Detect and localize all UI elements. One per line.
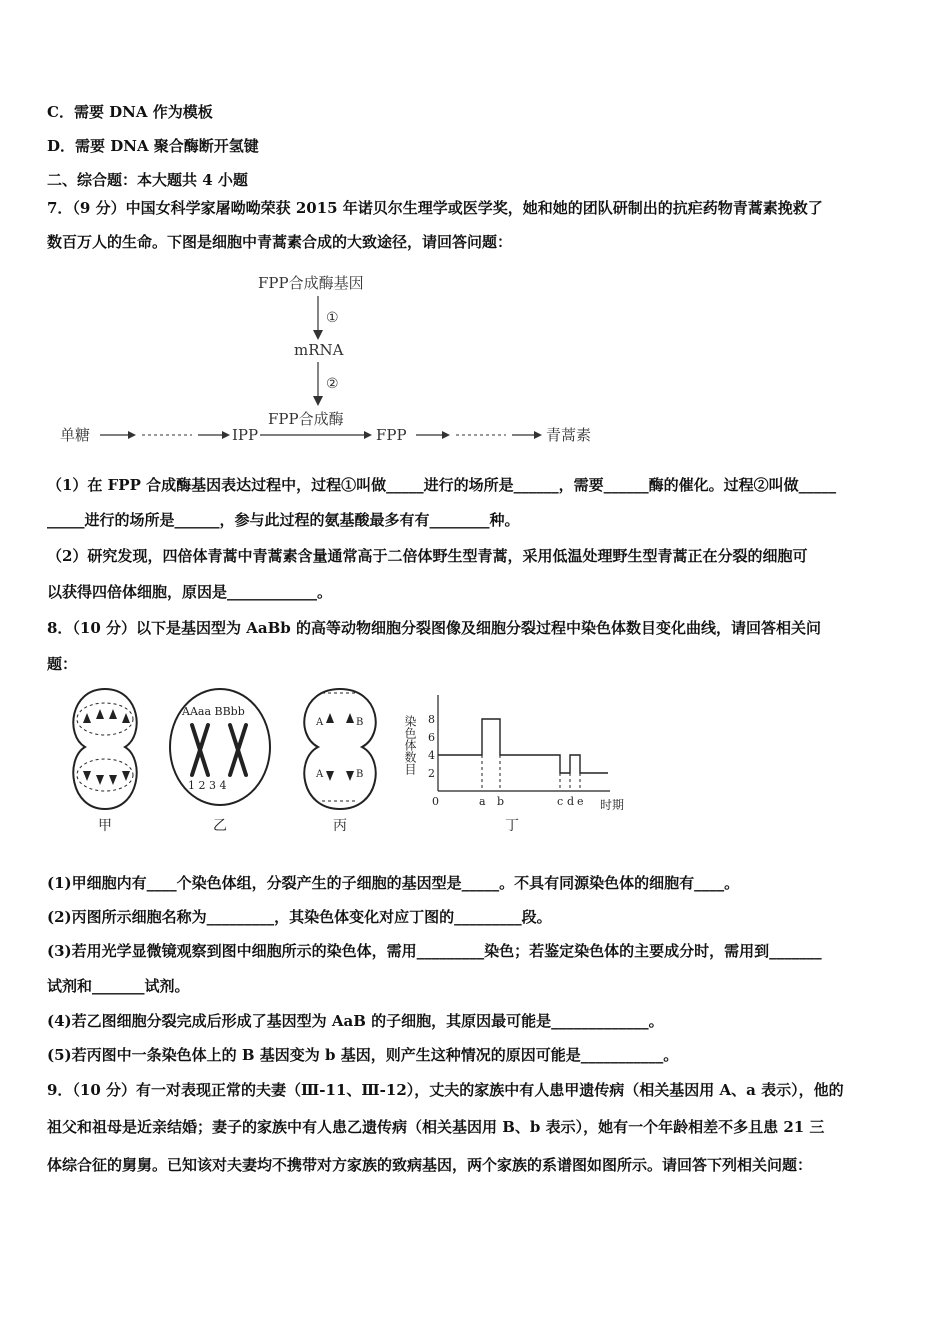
chart-x-e: e: [577, 795, 584, 808]
step-1-label: ①: [326, 310, 339, 326]
chart-origin: 0: [432, 795, 439, 808]
chart-ylabel: 染色体数目: [403, 715, 417, 775]
chart-ytick-4: 4: [428, 749, 435, 762]
label-bing: 丙: [333, 818, 347, 834]
sugar-label: 单糖: [60, 426, 91, 444]
bing-gene-a2: A: [316, 769, 324, 780]
label-yi: 乙: [213, 818, 227, 834]
q8-sub4: (4)若乙图细胞分裂完成后形成了基因型为 AaB 的子细胞，其原因最可能是_____________。: [47, 1012, 664, 1030]
q8-stem-line1: 8．（10 分）以下是基因型为 AaBb 的高等动物细胞分裂图像及细胞分裂过程中染色体数目变化曲线，请回答相关问: [47, 619, 822, 637]
q8-sub1: (1)甲细胞内有____个染色体组，分裂产生的子细胞的基因型是_____。不具有同源染色体的细胞有____。: [47, 874, 740, 892]
chromosome-count-chart: [403, 695, 624, 834]
q7-part2-line1: （2）研究发现，四倍体青蒿中青蒿素含量通常高于二倍体野生型青蒿，采用低温处理野生型青蒿正在分裂的细胞可: [47, 547, 808, 565]
option-c: C．需要 DNA 作为模板: [47, 103, 213, 121]
bing-gene-a1: A: [316, 717, 324, 728]
chart-ytick-8: 8: [428, 713, 435, 726]
q7-part1-line2: _____进行的场所是______，参与此过程的氨基酸最多有有________种。: [47, 511, 520, 529]
gene-label: FPP合成酶基因: [258, 274, 364, 292]
q7-part1-line1: （1）在 FPP 合成酶基因表达过程中，过程①叫做_____进行的场所是______，需要______酶的催化。过程②叫做_____: [47, 476, 837, 494]
bing-gene-b2: B: [356, 769, 364, 780]
q9-stem-line1: 9．（10 分）有一对表现正常的夫妻（Ⅲ-11、Ⅲ-12），丈夫的家族中有人患甲遗传病（相关基因用 A、a 表示），他的: [47, 1081, 844, 1099]
bing-gene-b1: B: [356, 717, 364, 728]
label-ding: 丁: [505, 818, 519, 834]
yi-top-genes: AAaa BBbb: [182, 705, 245, 718]
q8-sub2: (2)丙图所示细胞名称为_________，其染色体变化对应丁图的_________段。: [47, 908, 552, 926]
enzyme-label: FPP合成酶: [268, 410, 344, 428]
cell-division-figures: [60, 685, 660, 835]
cell-bing: [304, 689, 375, 809]
q9-stem-line3: 体综合征的舅舅。已知该对夫妻均不携带对方家族的致病基因，两个家族的系谱图如图所示。请回答下列相关问题：: [47, 1156, 813, 1174]
q8-sub3-line1: (3)若用光学显微镜观察到图中细胞所示的染色体，需用_________染色；若鉴定染色体的主要成分时，需用到_______: [47, 942, 822, 960]
q7-stem-line2: 数百万人的生命。下图是细胞中青蒿素合成的大致途径，请回答问题：: [47, 233, 513, 251]
step-2-label: ②: [326, 376, 339, 392]
chart-x-b: b: [497, 795, 505, 808]
cell-jia: [73, 689, 136, 809]
q8-stem-line2: 题：: [47, 655, 78, 673]
section-heading: 二、综合题：本大题共 4 小题: [47, 171, 248, 189]
q9-stem-line2: 祖父和祖母是近亲结婚；妻子的家族中有人患乙遗传病（相关基因用 B、b 表示），她有一个年龄相差不多且患 21 三: [47, 1118, 825, 1136]
chart-ytick-2: 2: [428, 767, 435, 780]
chart-ytick-6: 6: [428, 731, 435, 744]
synthesis-pathway-diagram: [60, 270, 620, 450]
chart-x-a: a: [479, 795, 486, 808]
q8-sub3-line2: 试剂和_______试剂。: [47, 977, 190, 995]
q8-sub5: (5)若丙图中一条染色体上的 B 基因变为 b 基因，则产生这种情况的原因可能是___________。: [47, 1046, 679, 1064]
label-jia: 甲: [98, 818, 112, 834]
fpp-label: FPP: [376, 426, 407, 444]
product-label: 青蒿素: [546, 426, 592, 444]
chart-xlabel: 时期: [600, 798, 625, 812]
q7-part2-line2: 以获得四倍体细胞，原因是____________。: [47, 583, 333, 601]
yi-numbers: 1 2 3 4: [188, 779, 227, 792]
chart-x-d: d: [567, 795, 575, 808]
chart-x-c: c: [557, 795, 564, 808]
option-d: D．需要 DNA 聚合酶断开氢键: [47, 137, 259, 155]
q7-stem-line1: 7．（9 分）中国女科学家屠呦呦荣获 2015 年诺贝尔生理学或医学奖，她和她的团队研制出的抗疟药物青蒿素挽救了: [47, 199, 823, 217]
chart-line: [438, 719, 608, 773]
ipp-label: IPP: [232, 426, 259, 444]
mrna-label: mRNA: [294, 341, 344, 359]
